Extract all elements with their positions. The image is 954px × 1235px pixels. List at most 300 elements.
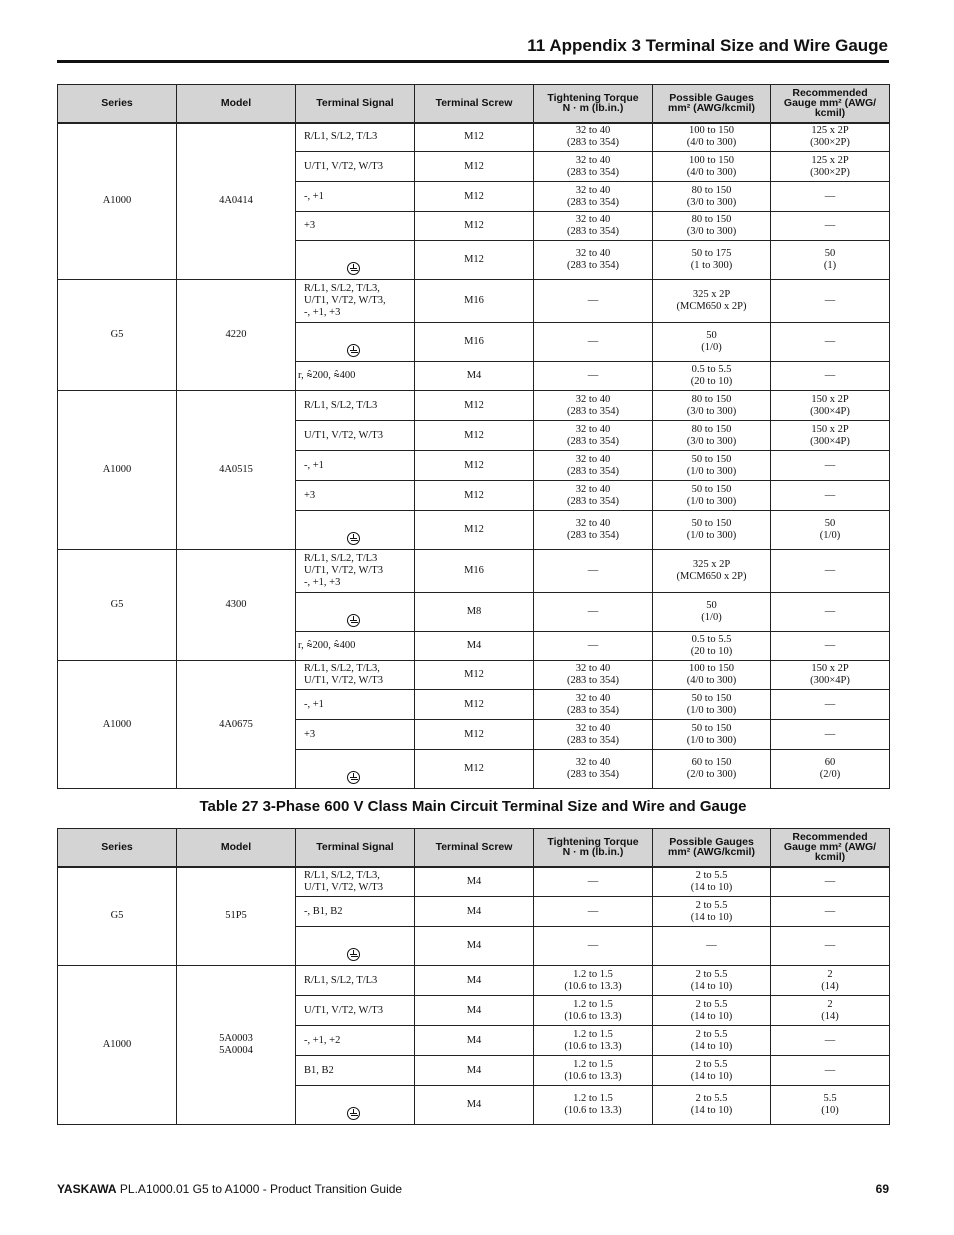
brand-name: YASKAWA [57,1182,117,1196]
header-possible-gauges [653,85,771,123]
possible-gauge-line: 325 x 2P [692,559,731,570]
possible-gauge-line: 50 to 150 [691,453,732,465]
header-model-text: Model [220,97,252,110]
torque-line: (10.6 to 13.3) [564,1070,622,1082]
recommended-gauge-line: 150 x 2P [811,393,849,405]
tightening-torque-cell [534,690,653,720]
possible-gauge-line: 2 to 5.5 [695,998,728,1010]
recommended-gauge-line: 50 [824,518,836,529]
possible-gauges-cell [653,750,771,789]
possible-gauge-line: (2/0 to 300) [686,769,737,780]
header-series-text: Series [101,97,133,110]
recommended-gauge-line: — [824,940,836,951]
torque-line: 32 to 40 [575,184,611,196]
tightening-torque-cell [534,391,653,421]
ground-terminal-icon [347,532,360,545]
model-cell: 51P5 [177,867,296,966]
possible-gauges-cell [653,323,771,362]
recommended-gauge-cell [771,720,890,750]
possible-gauges-cell [653,996,771,1026]
recommended-gauge-cell [771,927,890,966]
header-possible-gauges-text: Possible Gauges [669,836,754,849]
recommended-gauge-cell [771,391,890,421]
terminal-screw-cell: M12 [415,152,534,182]
terminal-screw-cell: M12 [415,451,534,481]
header-terminal-screw-text: Terminal Screw [435,841,513,854]
model-cell: 4A0515 [177,391,296,550]
recommended-gauge-line: — [824,370,836,381]
possible-gauge-line: 100 to 150 [689,125,734,137]
possible-gauge-line: 50 to 150 [691,518,732,529]
torque-line: 32 to 40 [575,423,611,435]
header-tightening-torque-text: Tightening Torque [547,92,639,105]
torque-line: — [587,875,599,887]
recommended-gauge-cell [771,996,890,1026]
table-row [58,550,890,593]
possible-gauge-line: 0.5 to 5.5 [691,634,732,645]
terminal-screw-cell: M12 [415,720,534,750]
tightening-torque-cell [534,996,653,1026]
page-footer [57,1182,889,1196]
possible-gauges-cell [653,511,771,550]
possible-gauges-cell [653,897,771,927]
possible-gauge-line: 50 to 150 [691,692,732,704]
torque-line: (283 to 354) [567,137,619,149]
possible-gauge-line: (14 to 10) [690,1040,733,1052]
torque-line: 1.2 to 1.5 [573,998,613,1010]
series-cell: A1000 [58,123,177,280]
terminal-screw-cell: M12 [415,481,534,511]
recommended-gauge-line: 125 x 2P [811,125,849,137]
header-model [177,85,296,123]
header-tightening-torque-text: N · m (lb.in.) [562,846,624,859]
possible-gauge-line: (4/0 to 300) [686,137,737,149]
torque-line: 32 to 40 [575,214,611,225]
torque-line: (283 to 354) [567,675,619,686]
model-cell: 4A0675 [177,661,296,789]
table-27-title: Table 27 3-Phase 600 V Class Main Circuit Terminal Size and Wire and Gauge [199,798,747,815]
torque-line: (283 to 354) [567,405,619,417]
torque-line: (283 to 354) [567,769,619,780]
header-model [177,829,296,867]
header-recommended-gauge [771,829,890,867]
terminal-screw-cell: M12 [415,241,534,280]
recommended-gauge-line: 150 x 2P [811,663,849,674]
tightening-torque-cell [534,241,653,280]
possible-gauge-line: (1/0) [701,612,722,623]
recommended-gauge-line: — [824,728,836,740]
tightening-torque-cell [534,323,653,362]
header-tightening-torque [534,829,653,867]
possible-gauges-cell [653,1086,771,1125]
header-terminal-screw [415,85,534,123]
possible-gauge-line: (1/0 to 300) [686,495,737,507]
possible-gauge-line: 2 to 5.5 [695,1028,728,1040]
terminal-signal-cell [296,593,415,632]
terminal-signal-cell [296,511,415,550]
recommended-gauge-line: (300×2P) [810,166,850,178]
torque-line: 1.2 to 1.5 [573,1028,613,1040]
section-title: 11 Appendix 3 Terminal Size and Wire Gauge [527,36,888,55]
torque-line: — [587,606,599,617]
table-row [58,280,890,323]
header-terminal-signal-text: Terminal Signal [316,841,394,854]
terminal-screw-cell: M16 [415,280,534,323]
possible-gauge-line: 100 to 150 [689,154,734,166]
torque-line: (10.6 to 13.3) [564,1105,622,1116]
terminal-signal-cell: r, ⩯200, ⩯400 [296,362,415,391]
ground-terminal-icon [347,771,360,784]
torque-line: 32 to 40 [575,722,611,734]
possible-gauge-line: 50 [706,330,717,341]
terminal-signal-cell [296,1086,415,1125]
torque-line: (283 to 354) [567,704,619,716]
recommended-gauge-cell [771,1086,890,1125]
possible-gauges-cell [653,421,771,451]
tightening-torque-cell [534,1026,653,1056]
header-recommended-gauge-text: Gauge mm² (AWG/ [783,97,877,110]
recommended-gauge-line: — [824,606,836,617]
tightening-torque-cell [534,550,653,593]
terminal-screw-cell: M4 [415,996,534,1026]
ground-terminal-icon [347,1107,360,1120]
torque-line: 1.2 to 1.5 [573,1058,613,1070]
terminal-screw-cell: M4 [415,966,534,996]
terminal-signal-cell: R/L1, S/L2, T/L3, U/T1, V/T2, W/T3, -, +1, +3 [296,280,415,323]
terminal-screw-cell: M16 [415,550,534,593]
possible-gauge-line: (4/0 to 300) [686,166,737,178]
torque-line: 32 to 40 [575,692,611,704]
possible-gauge-line: 80 to 150 [691,184,732,196]
recommended-gauge-cell [771,966,890,996]
torque-line: (283 to 354) [567,734,619,746]
terminal-signal-cell: +3 [296,720,415,750]
tightening-torque-cell [534,511,653,550]
possible-gauges-cell [653,593,771,632]
possible-gauge-line: (3/0 to 300) [686,226,737,237]
terminal-signal-cell: R/L1, S/L2, T/L3 [296,966,415,996]
tightening-torque-cell [534,451,653,481]
terminal-signal-cell: -, +1 [296,451,415,481]
terminal-signal-cell: -, +1 [296,182,415,212]
tightening-torque-cell [534,481,653,511]
terminal-signal-cell: -, +1, +2 [296,1026,415,1056]
terminal-signal-cell: U/T1, V/T2, W/T3 [296,421,415,451]
torque-line: — [587,295,599,306]
possible-gauges-cell [653,550,771,593]
recommended-gauge-line: (2/0) [819,769,841,780]
terminal-screw-cell: M4 [415,867,534,897]
terminal-signal-cell: R/L1, S/L2, T/L3 U/T1, V/T2, W/T3 -, +1, +3 [296,550,415,593]
torque-line: — [587,905,599,917]
torque-line: 32 to 40 [575,393,611,405]
possible-gauge-line: 100 to 150 [689,663,734,674]
possible-gauge-line: (3/0 to 300) [686,405,737,417]
possible-gauge-line: (1/0 to 300) [686,465,737,477]
recommended-gauge-line: — [824,295,836,306]
recommended-gauge-cell [771,481,890,511]
header-possible-gauges-text: mm² (AWG/kcmil) [668,846,755,859]
terminal-signal-cell: U/T1, V/T2, W/T3 [296,996,415,1026]
torque-line: 32 to 40 [575,663,611,674]
possible-gauge-line: (14 to 10) [690,1070,733,1082]
torque-line: (283 to 354) [567,465,619,477]
possible-gauge-line: (1/0) [701,342,722,353]
tightening-torque-cell [534,421,653,451]
header-series [58,85,177,123]
recommended-gauge-line: 2 [827,998,833,1010]
recommended-gauge-cell [771,182,890,212]
header-terminal-signal [296,829,415,867]
torque-line: (283 to 354) [567,196,619,208]
terminal-screw-cell: M12 [415,391,534,421]
recommended-gauge-line: — [824,875,836,887]
torque-line: 1.2 to 1.5 [573,968,613,980]
recommended-gauge-cell [771,867,890,897]
torque-line: (10.6 to 13.3) [564,1010,622,1022]
header-possible-gauges-text: Possible Gauges [669,92,754,105]
torque-line: — [587,565,599,576]
terminal-signal-cell [296,927,415,966]
model-cell: 4220 [177,280,296,391]
header-terminal-screw-text: Terminal Screw [435,97,513,110]
torque-line: 32 to 40 [575,248,611,259]
possible-gauge-line: (1 to 300) [690,260,733,271]
recommended-gauge-line: — [824,459,836,471]
series-cell: A1000 [58,391,177,550]
terminal-signal-cell [296,323,415,362]
torque-line: (283 to 354) [567,226,619,237]
possible-gauge-line: (MCM650 x 2P) [676,301,747,312]
possible-gauge-line: 325 x 2P [692,289,731,300]
terminal-screw-cell: M4 [415,897,534,927]
terminal-screw-cell: M12 [415,182,534,212]
tightening-torque-cell [534,632,653,661]
recommended-gauge-line: 60 [824,757,836,768]
ground-terminal-icon [347,614,360,627]
possible-gauges-cell [653,661,771,690]
possible-gauge-line: (14 to 10) [690,1010,733,1022]
tightening-torque-cell [534,593,653,632]
possible-gauges-cell [653,927,771,966]
recommended-gauge-cell [771,123,890,152]
possible-gauge-line: 80 to 150 [691,214,732,225]
recommended-gauge-line: — [824,489,836,501]
torque-line: (283 to 354) [567,435,619,447]
possible-gauges-cell [653,212,771,241]
table-row [58,867,890,897]
possible-gauge-line: (20 to 10) [690,646,733,657]
recommended-gauge-line: (14) [821,980,839,992]
recommended-gauge-cell [771,451,890,481]
tightening-torque-cell [534,1086,653,1125]
recommended-gauge-line: (300×4P) [810,405,850,417]
terminal-screw-cell: M4 [415,927,534,966]
recommended-gauge-line: (300×2P) [810,137,850,149]
possible-gauge-line: 2 to 5.5 [695,869,728,881]
recommended-gauge-cell [771,241,890,280]
recommended-gauge-line: (300×4P) [810,675,850,686]
possible-gauges-cell [653,280,771,323]
torque-line: (10.6 to 13.3) [564,1040,622,1052]
possible-gauge-line: (1/0 to 300) [686,734,737,746]
terminal-signal-cell: R/L1, S/L2, T/L3, U/T1, V/T2, W/T3 [296,661,415,690]
possible-gauge-line: (MCM650 x 2P) [676,571,747,582]
recommended-gauge-line: 5.5 [823,1093,837,1104]
possible-gauges-cell [653,362,771,391]
header-tightening-torque [534,85,653,123]
header-series [58,829,177,867]
torque-line: (10.6 to 13.3) [564,980,622,992]
table-row [58,123,890,152]
page-number: 69 [875,1182,889,1196]
recommended-gauge-cell [771,362,890,391]
terminal-signal-cell: R/L1, S/L2, T/L3, U/T1, V/T2, W/T3 [296,867,415,897]
tightening-torque-cell [534,927,653,966]
title-rule [57,60,889,63]
document-title: PL.A1000.01 G5 to A1000 - Product Transition Guide [119,1182,403,1196]
recommended-gauge-cell [771,750,890,789]
header-terminal-signal [296,85,415,123]
header-tightening-torque-text: N · m (lb.in.) [562,102,624,115]
recommended-gauge-line: (1/0) [819,530,841,541]
possible-gauges-cell [653,632,771,661]
terminal-screw-cell: M12 [415,750,534,789]
header-possible-gauges-text: mm² (AWG/kcmil) [668,102,755,115]
header-possible-gauges [653,829,771,867]
recommended-gauge-cell [771,152,890,182]
tightening-torque-cell [534,661,653,690]
tightening-torque-cell [534,182,653,212]
terminal-signal-cell: B1, B2 [296,1056,415,1086]
torque-line: 32 to 40 [575,483,611,495]
torque-line: 32 to 40 [575,154,611,166]
header-model-text: Model [220,841,252,854]
tightening-torque-cell [534,1056,653,1086]
possible-gauges-cell [653,690,771,720]
torque-line: 32 to 40 [575,757,611,768]
recommended-gauge-line: — [824,220,836,231]
header-recommended-gauge-text: Recommended [792,831,868,844]
terminal-screw-cell: M12 [415,511,534,550]
recommended-gauge-line: — [824,640,836,651]
recommended-gauge-cell [771,212,890,241]
torque-line: 1.2 to 1.5 [573,1093,613,1104]
possible-gauges-cell [653,1056,771,1086]
header-terminal-screw [415,829,534,867]
torque-line: (283 to 354) [567,260,619,271]
possible-gauge-line: 2 to 5.5 [695,968,728,980]
terminal-table-400v [57,84,890,789]
terminal-screw-cell: M4 [415,632,534,661]
series-cell: A1000 [58,966,177,1125]
tightening-torque-cell [534,867,653,897]
recommended-gauge-line: — [824,698,836,710]
terminal-screw-cell: M4 [415,1026,534,1056]
terminal-signal-cell: R/L1, S/L2, T/L3 [296,123,415,152]
recommended-gauge-line: (1) [823,260,837,271]
recommended-gauge-line: — [824,1034,836,1046]
possible-gauge-line: 50 to 175 [691,248,732,259]
series-cell: G5 [58,867,177,966]
possible-gauges-cell [653,451,771,481]
terminal-screw-cell: M4 [415,362,534,391]
tightening-torque-cell [534,280,653,323]
torque-line: (283 to 354) [567,530,619,541]
table-row [58,966,890,996]
torque-line: (283 to 354) [567,166,619,178]
possible-gauge-line: 2 to 5.5 [695,899,728,911]
recommended-gauge-line: — [824,336,836,347]
torque-line: 32 to 40 [575,518,611,529]
model-cell: 5A0003 5A0004 [177,966,296,1125]
recommended-gauge-cell [771,1056,890,1086]
recommended-gauge-line: — [824,905,836,917]
table-row [58,661,890,690]
terminal-signal-cell: -, +1 [296,690,415,720]
tightening-torque-cell [534,750,653,789]
torque-line: — [587,640,599,651]
possible-gauges-cell [653,720,771,750]
possible-gauge-line: (14 to 10) [690,881,733,893]
possible-gauge-line: 2 to 5.5 [695,1093,728,1104]
terminal-signal-cell: +3 [296,481,415,511]
series-cell: G5 [58,550,177,661]
possible-gauge-line: 0.5 to 5.5 [691,364,732,375]
recommended-gauge-line: 125 x 2P [811,154,849,166]
possible-gauges-cell [653,182,771,212]
possible-gauge-line: 50 to 150 [691,722,732,734]
model-cell: 4300 [177,550,296,661]
model-cell: 4A0414 [177,123,296,280]
terminal-signal-cell [296,750,415,789]
header-recommended-gauge-text: kcmil) [814,851,846,864]
possible-gauge-line: 2 to 5.5 [695,1058,728,1070]
ground-terminal-icon [347,948,360,961]
terminal-screw-cell: M4 [415,1086,534,1125]
ground-terminal-icon [347,262,360,275]
torque-line: 32 to 40 [575,125,611,137]
recommended-gauge-line: 150 x 2P [811,423,849,435]
terminal-screw-cell: M12 [415,661,534,690]
recommended-gauge-line: — [824,565,836,576]
possible-gauge-line: (14 to 10) [690,1105,733,1116]
recommended-gauge-cell [771,661,890,690]
recommended-gauge-cell [771,511,890,550]
ground-terminal-icon [347,344,360,357]
terminal-screw-cell: M16 [415,323,534,362]
possible-gauge-line: 50 to 150 [691,483,732,495]
possible-gauge-line: (3/0 to 300) [686,435,737,447]
header-recommended-gauge [771,85,890,123]
possible-gauges-cell [653,123,771,152]
header-terminal-signal-text: Terminal Signal [316,97,394,110]
recommended-gauge-line: (300×4P) [810,435,850,447]
possible-gauge-line: 60 to 150 [691,757,732,768]
possible-gauges-cell [653,867,771,897]
tightening-torque-cell [534,212,653,241]
header-recommended-gauge-text: Recommended [792,87,868,100]
terminal-screw-cell: M12 [415,212,534,241]
terminal-signal-cell: r, ⩯200, ⩯400 [296,632,415,661]
series-cell: A1000 [58,661,177,789]
tightening-torque-cell [534,362,653,391]
possible-gauge-line: (20 to 10) [690,376,733,387]
recommended-gauge-cell [771,1026,890,1056]
terminal-screw-cell: M4 [415,1056,534,1086]
recommended-gauge-cell [771,323,890,362]
possible-gauge-line: (3/0 to 300) [686,196,737,208]
